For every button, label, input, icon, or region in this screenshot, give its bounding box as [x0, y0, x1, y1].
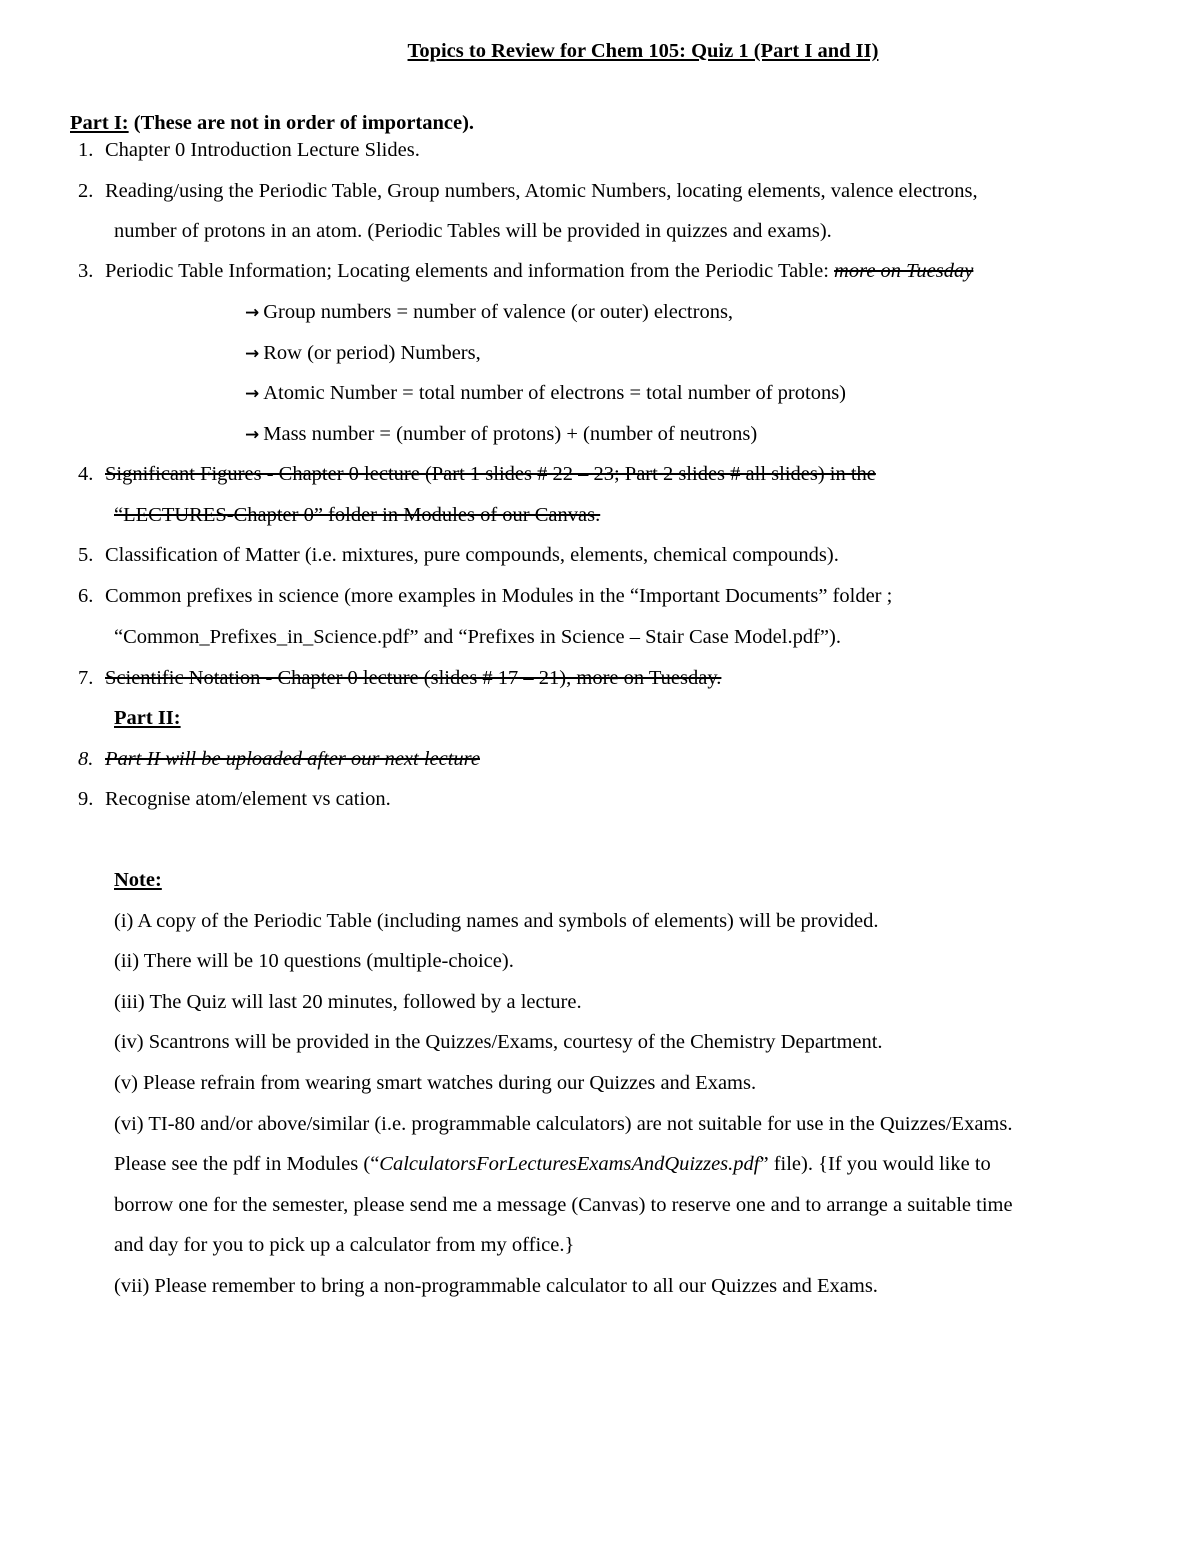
list-item-4 — [78, 461, 876, 487]
arrow-right-icon: → — [245, 425, 260, 445]
list-item-8 — [78, 746, 480, 772]
item-number: 3. — [78, 260, 94, 282]
list-item-3 — [78, 258, 973, 284]
item-number: 1. — [78, 139, 94, 161]
sub-item-mass-number — [245, 421, 757, 448]
item-text: Scientific Notation - Chapter 0 lecture (slides # 17 – 21), more on Tuesday. — [105, 667, 722, 689]
calculator-pdf-filename: CalculatorsForLecturesExamsAndQuizzes.pdf — [379, 1153, 760, 1175]
list-item-5 — [78, 542, 839, 568]
sub-item-group-numbers — [245, 299, 733, 326]
sub-item-text: Row (or period) Numbers, — [263, 342, 481, 364]
note-v: (v) Please refrain from wearing smart watches during our Quizzes and Exams. — [114, 1072, 757, 1094]
list-item-7 — [78, 665, 721, 691]
list-item-6-continued: “Common_Prefixes_in_Science.pdf” and “Prefixes in Science – Stair Case Model.pdf”). — [114, 626, 841, 648]
part1-header — [70, 110, 474, 136]
item-number: 2. — [78, 180, 94, 202]
sub-item-atomic-number — [245, 380, 846, 407]
item-text: Recognise atom/element vs cation. — [105, 788, 391, 810]
note-vi-text: Please see the pdf in Modules (“ — [114, 1153, 380, 1175]
sub-item-text: Mass number = (number of protons) + (number of neutrons) — [263, 423, 758, 445]
sub-item-text: Group numbers = number of valence (or outer) electrons, — [263, 301, 734, 323]
item-text: Chapter 0 Introduction Lecture Slides. — [105, 139, 420, 161]
item-text: Periodic Table Information; Locating elements and information from the Periodic Table: — [105, 260, 829, 282]
list-item-4-continued: “LECTURES-Chapter 0” folder in Modules of our Canvas. — [114, 504, 601, 526]
arrow-right-icon: → — [245, 303, 260, 323]
item-number: 9. — [78, 788, 94, 810]
item-number: 5. — [78, 544, 94, 566]
struck-text: more on Tuesday — [834, 260, 974, 282]
part1-heading: Part I: — [70, 112, 129, 134]
arrow-right-icon: → — [245, 384, 260, 404]
note-vi: (vi) TI-80 and/or above/similar (i.e. programmable calculators) are not suitable for use in the Quizzes/Exams. — [114, 1113, 1013, 1135]
item-number: 6. — [78, 585, 94, 607]
list-item-9 — [78, 786, 391, 812]
list-item-2 — [78, 178, 978, 204]
note-vi-line-3: borrow one for the semester, please send me a message (Canvas) to reserve one and to arrange a suitable time — [114, 1194, 1013, 1216]
item-text: Common prefixes in science (more examples in Modules in the “Important Documents” folder ; — [105, 585, 893, 607]
list-item-1 — [78, 137, 420, 163]
item-number: 7. — [78, 667, 94, 689]
sub-item-text: Atomic Number = total number of electrons = total number of protons) — [263, 382, 846, 404]
note-iv: (iv) Scantrons will be provided in the Quizzes/Exams, courtesy of the Chemistry Department. — [114, 1031, 883, 1053]
item-number: 8. — [78, 748, 94, 770]
part1-note: (These are not in order of importance). — [133, 112, 475, 134]
part2-heading: Part II: — [114, 707, 181, 729]
list-item-2-continued: number of protons in an atom. (Periodic Tables will be provided in quizzes and exams). — [114, 220, 832, 242]
item-text: Significant Figures - Chapter 0 lecture (Part 1 slides # 22 – 23; Part 2 slides # all slides) in the — [105, 463, 876, 485]
note-iii: (iii) The Quiz will last 20 minutes, followed by a lecture. — [114, 991, 582, 1013]
note-vi-text: ” file). {If you would like to — [759, 1153, 991, 1175]
list-item-6 — [78, 583, 892, 609]
sub-item-row-numbers — [245, 340, 481, 367]
page-title: Topics to Review for Chem 105: Quiz 1 (Part I and II) — [407, 40, 879, 62]
arrow-right-icon: → — [245, 344, 260, 364]
note-vi-line-4: and day for you to pick up a calculator from my office.} — [114, 1234, 575, 1256]
note-ii: (ii) There will be 10 questions (multiple-choice). — [114, 950, 514, 972]
note-heading: Note: — [114, 869, 162, 891]
item-number: 4. — [78, 463, 94, 485]
item-text: Reading/using the Periodic Table, Group numbers, Atomic Numbers, locating elements, valence electrons, — [105, 180, 978, 202]
note-vii: (vii) Please remember to bring a non-programmable calculator to all our Quizzes and Exams. — [114, 1275, 878, 1297]
item-text: Classification of Matter (i.e. mixtures, pure compounds, elements, chemical compounds). — [105, 544, 839, 566]
note-vi-line-2 — [114, 1151, 991, 1177]
item-text: Part II will be uploaded after our next lecture — [105, 748, 480, 770]
note-i: (i) A copy of the Periodic Table (including names and symbols of elements) will be provided. — [114, 910, 879, 932]
